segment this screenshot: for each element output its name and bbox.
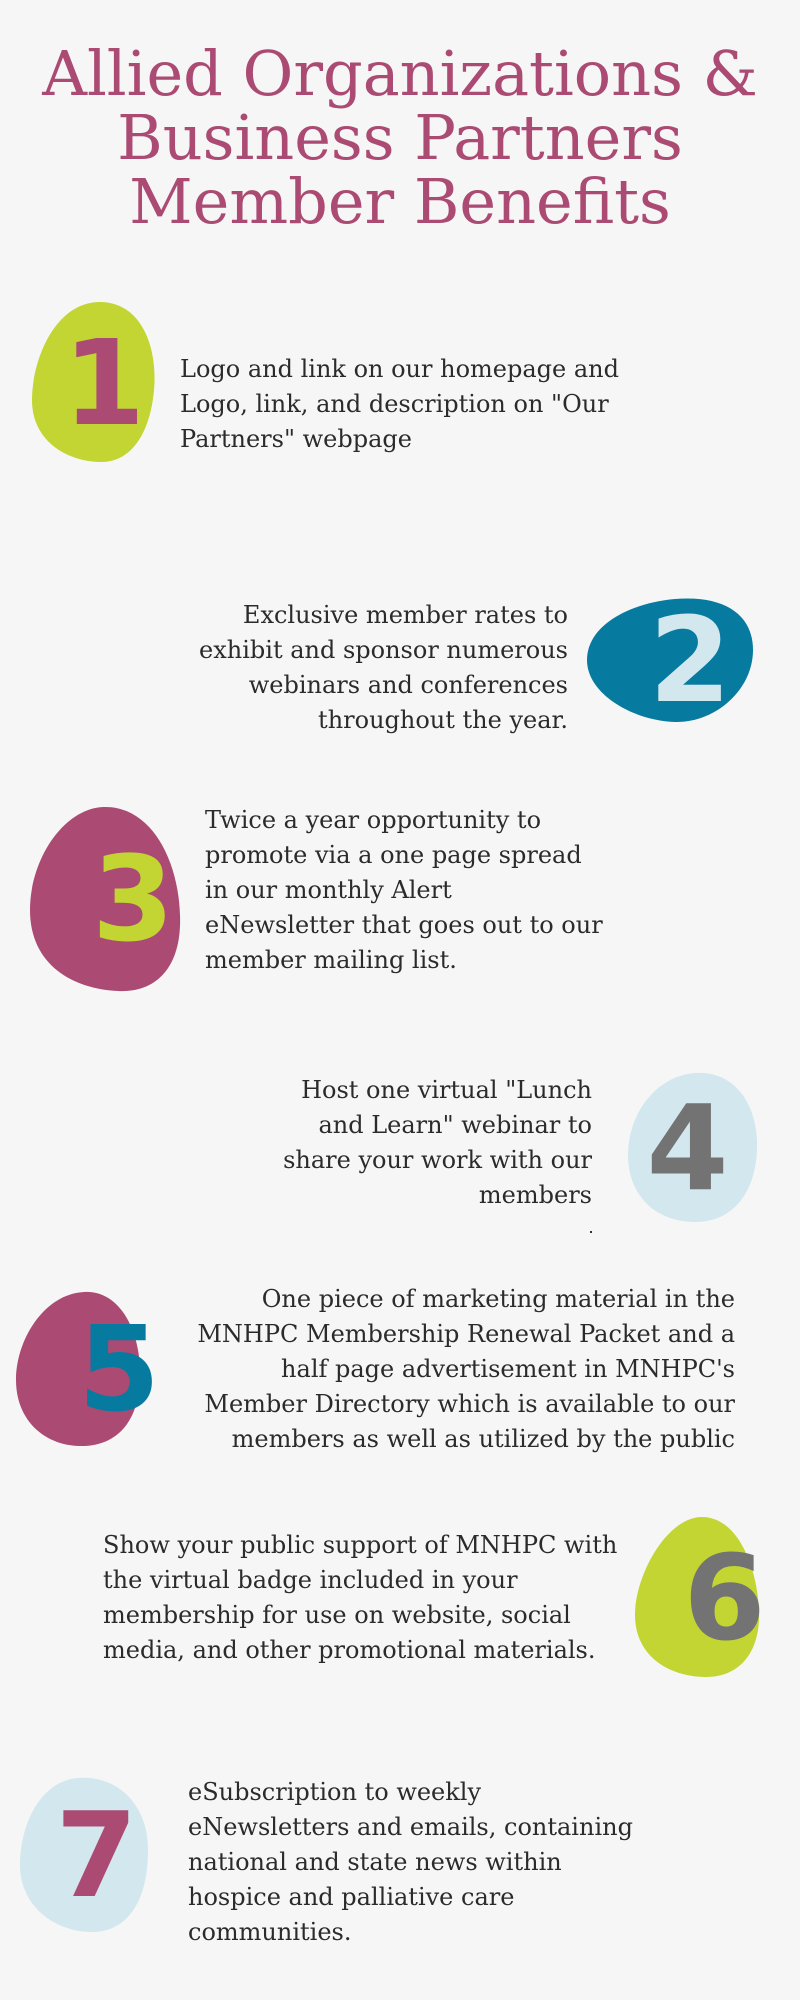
benefit-number: 4 — [646, 1078, 729, 1217]
benefit-3-text: Twice a year opportunity to promote via a one page spread in our monthly Alert eNewsletter that goes out to our member mailing list. — [205, 806, 603, 974]
title-line-2: Business Partners — [117, 101, 683, 174]
benefit-number: 7 — [55, 1786, 138, 1924]
title-line-3: Member Benefits — [129, 165, 671, 238]
benefit-number: 6 — [683, 1528, 766, 1667]
benefit-4-badge — [625, 1070, 760, 1225]
page-title — [0, 37, 800, 238]
benefit-number: 1 — [62, 313, 146, 452]
benefit-6-badge — [632, 1515, 766, 1680]
benefit-3-badge — [28, 805, 188, 993]
benefit-5-text: One piece of marketing material in the MNHPC Membership Renewal Packet and a half page advertisement in MNHPC's Member Directory which is available to our members as well as utilized by the public — [197, 1285, 735, 1453]
benefit-1-badge — [30, 300, 160, 465]
benefit-7-text: eSubscription to weekly eNewsletters and emails, containing national and state news within hospice and palliative care communities. — [188, 1778, 633, 1946]
benefit-5-badge — [14, 1290, 161, 1448]
benefit-4-text: Host one virtual "Lunch and Learn" webinar to share your work with our members — [283, 1076, 592, 1209]
benefit-number: 5 — [77, 1300, 161, 1438]
benefit-2-text: Exclusive member rates to exhibit and sponsor numerous webinars and conferences throughout the year. — [199, 601, 568, 734]
title-line-1: Allied Organizations & — [42, 37, 758, 110]
benefit-2-badge — [585, 591, 755, 729]
stray-dot — [590, 1231, 592, 1233]
benefit-number: 3 — [91, 830, 175, 968]
benefit-7-badge — [18, 1775, 150, 1935]
benefit-1-text: Logo and link on our homepage and Logo, link, and description on "Our Partners" webpage — [180, 355, 619, 453]
benefit-6-text: Show your public support of MNHPC with the virtual badge included in your membership for use on website, social media, and other promotional materials. — [103, 1531, 618, 1664]
benefit-number: 2 — [648, 591, 732, 729]
